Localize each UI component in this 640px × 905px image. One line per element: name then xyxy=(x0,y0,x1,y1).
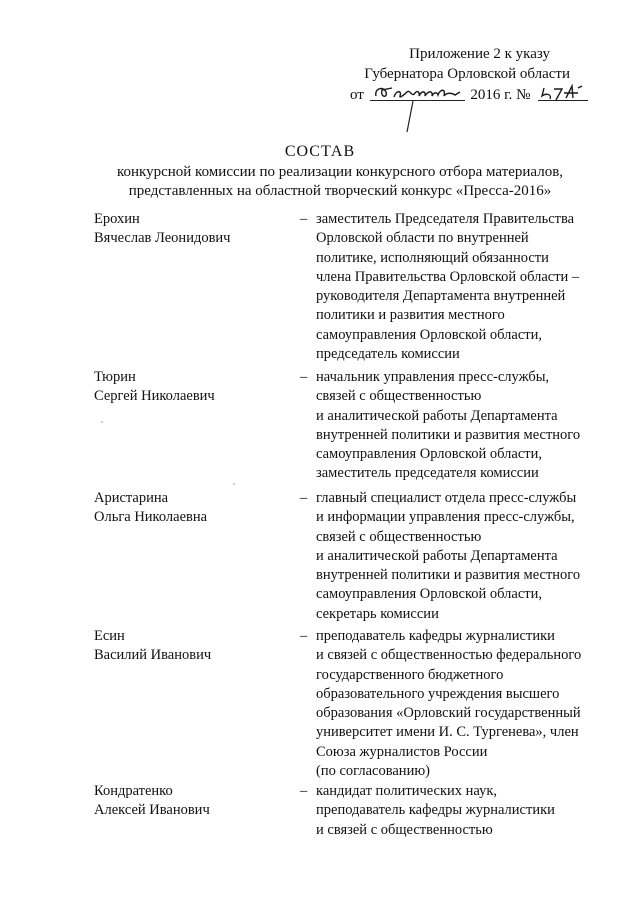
member-surname: Есин xyxy=(94,628,125,644)
scan-speck xyxy=(233,483,235,485)
member-name xyxy=(94,210,284,249)
member-name xyxy=(94,489,284,528)
subtitle-line-2: представленных на областной творческий конкурс «Пресса-2016» xyxy=(128,183,552,199)
member-given-names: Василий Иванович xyxy=(94,647,212,664)
member-surname: Аристарина xyxy=(94,490,169,506)
member-surname: Ерохин xyxy=(94,211,140,227)
member-role: преподаватель кафедры журналистики и связей с общественностью федерального государственного бюджетного образовательного учреждения высшего образования «Орловский государственный университет имени И. С. Тургенева», член Союза журналистов России (по согласованию) xyxy=(316,628,582,780)
member-given-names: Сергей Николаевич xyxy=(94,388,215,405)
document-title: СОСТАВ xyxy=(284,143,356,160)
member-given-names: Вячеслав Леонидович xyxy=(94,230,231,247)
member-surname: Тюрин xyxy=(94,369,136,385)
member-role: кандидат политических наук, преподаватель кафедры журналистики и связей с общественностью xyxy=(316,783,555,838)
appendix-line-1: Приложение 2 к указу xyxy=(409,46,550,62)
subtitle-line-1: конкурсной комиссии по реализации конкурсного отбора материалов, xyxy=(116,164,564,180)
member-role: начальник управления пресс-службы, связей с общественностью и аналитической работы Департамента внутренней политики и развития местного самоуправления Орловской области, заместитель председателя комиссии xyxy=(316,369,581,482)
from-label: от xyxy=(350,87,364,103)
member-given-names: Ольга Николаевна xyxy=(94,509,208,526)
member-name xyxy=(94,368,284,407)
scan-speck xyxy=(101,421,103,423)
member-dash: – xyxy=(300,490,308,506)
member-given-names: Алексей Иванович xyxy=(94,802,210,819)
member-dash: – xyxy=(300,628,308,644)
appendix-year-number: 2016 г. № xyxy=(470,87,531,103)
member-role: главный специалист отдела пресс-службы и информации управления пресс-службы, связей с общественностью и аналитической работы Департамента внутренней политики и развития местного самоуправления Орловской области, секретарь комиссии xyxy=(316,490,581,622)
member-dash: – xyxy=(300,783,308,799)
member-name xyxy=(94,782,284,821)
member-surname: Кондратенко xyxy=(94,783,173,799)
member-name xyxy=(94,627,284,666)
member-dash: – xyxy=(300,211,308,227)
member-dash: – xyxy=(300,369,308,385)
member-role: заместитель Председателя Правительства Орловской области по внутренней политике, исполняющий обязанности члена Правительства Орловской области – руководителя Департамента внутренней политики и развития местного самоуправления Орловской области, председатель комиссии xyxy=(316,211,580,363)
appendix-line-2: Губернатора Орловской области xyxy=(364,66,570,82)
